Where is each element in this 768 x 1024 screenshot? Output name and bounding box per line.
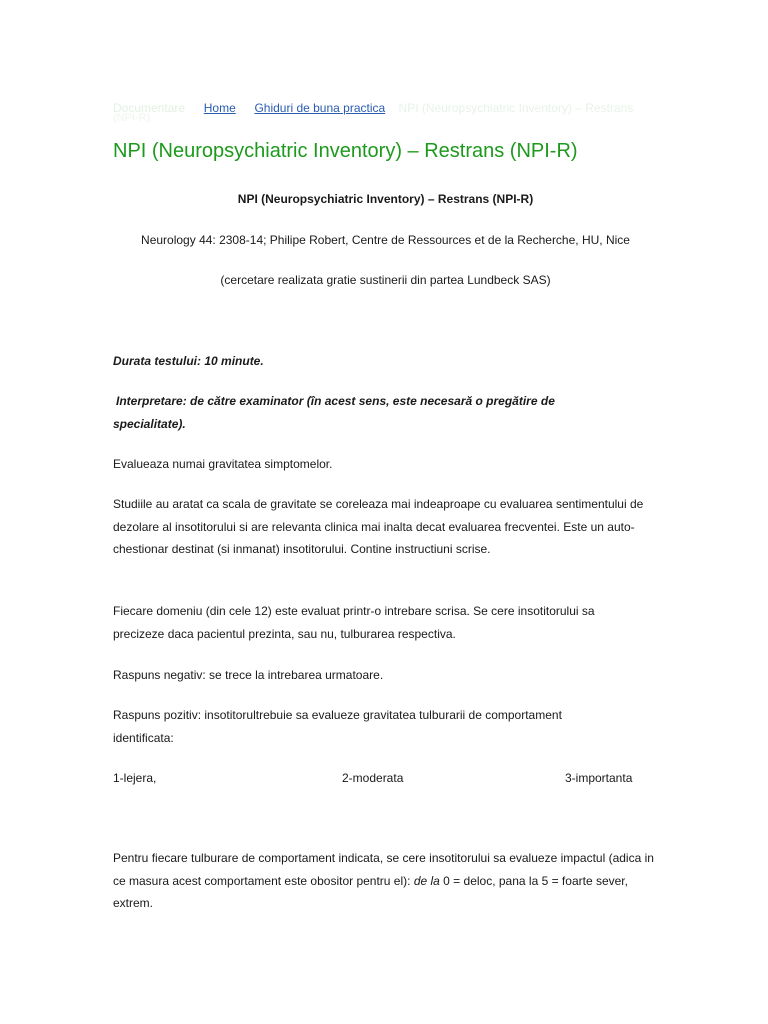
paragraph-negative: Raspuns negativ: se trece la intrebarea urmatoare. [113, 668, 384, 682]
breadcrumb-current-tail: (NPI-R) [113, 112, 151, 124]
breadcrumb-section-link[interactable]: Ghiduri de buna practica [254, 101, 386, 115]
scale-mild: 1-lejera, [113, 771, 157, 785]
paragraph-domains: Fiecare domeniu (din cele 12) este evaluat printr-o intrebare scrisa. Se cere insotitorului sa precizeze daca pacientul prezinta, sau nu, tulburarea respectiva. [113, 604, 595, 641]
paragraph-positive: Raspuns pozitiv: insotitorultrebuie sa evalueze gravitatea tulburarii de comportament identificata: [113, 708, 562, 745]
reference-line: Neurology 44: 2308-14; Philipe Robert, Centre de Ressources et de la Recherche, HU, Nice [141, 233, 630, 247]
interpretation-note: Interpretare: de către examinator (în acest sens, este necesară o pregătire de specialitate). [113, 394, 555, 431]
scale-moderate: 2-moderata [342, 771, 404, 785]
breadcrumb-current: NPI (Neuropsychiatric Inventory) – Restrans [398, 101, 634, 115]
paragraph-severity: Evalueaza numai gravitatea simptomelor. [113, 457, 333, 471]
page-title: NPI (Neuropsychiatric Inventory) – Restrans (NPI-R) [113, 140, 578, 162]
test-duration: Durata testului: 10 minute. [113, 354, 264, 368]
paragraph-impact [113, 847, 658, 915]
paragraph-studies: Studiile au aratat ca scala de gravitate se coreleaza mai indeaproape cu evaluarea sentimentului de dezolare al insotitorului si are relevanta clinica mai inalta decat evaluarea frecventei. Este un auto-chestionar destinat (si inmanat) insotitorului. Contine instructiuni scrise. [113, 497, 644, 556]
breadcrumb-lead: Documentare [113, 101, 186, 115]
impact-italic: de la [413, 873, 440, 888]
funding-note: (cercetare realizata gratie sustinerii din partea Lundbeck SAS) [220, 273, 551, 287]
impact-text-after: 0 = deloc, pana la 5 = foarte sever, extrem. [113, 873, 628, 910]
breadcrumb [113, 99, 658, 117]
breadcrumb-home-link[interactable]: Home [203, 101, 236, 115]
scale-important: 3-importanta [565, 771, 633, 785]
impact-text-before: Pentru fiecare tulburare de comportament indicata, se cere insotitorului sa evalueze impactul (adica in ce masura acest comportament este obositor pentru el): [113, 851, 654, 888]
document-subtitle: NPI (Neuropsychiatric Inventory) – Restrans (NPI-R) [237, 192, 534, 206]
